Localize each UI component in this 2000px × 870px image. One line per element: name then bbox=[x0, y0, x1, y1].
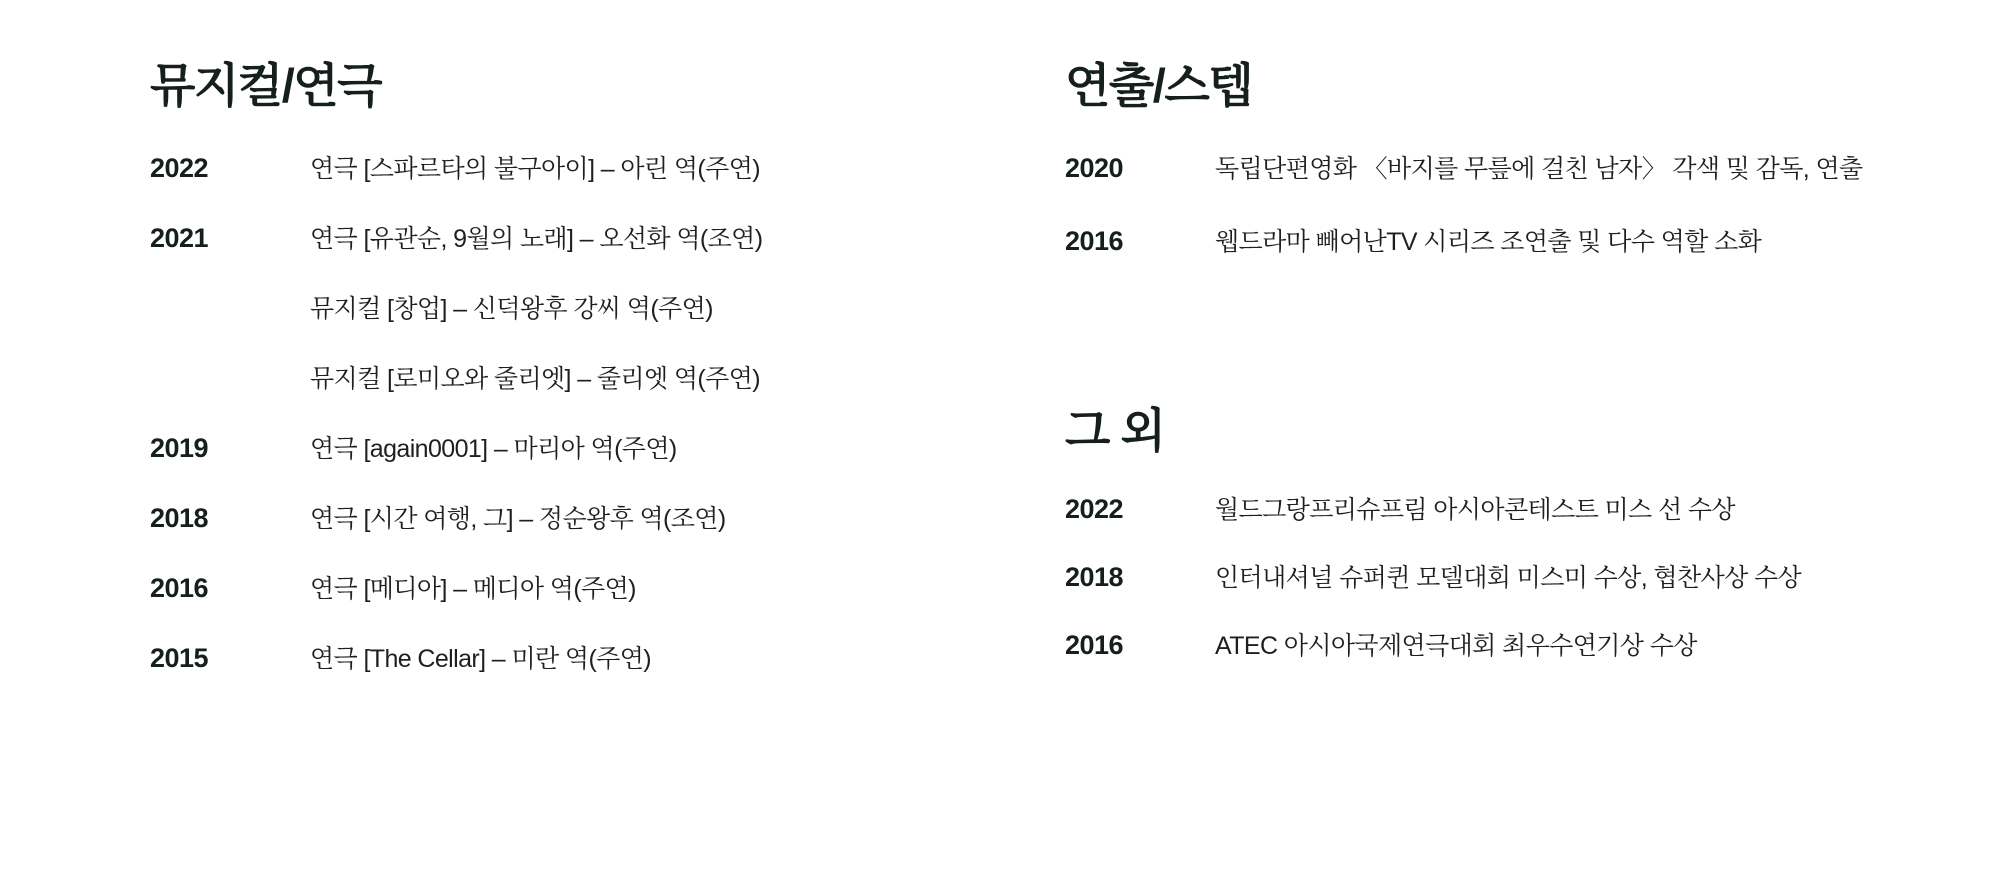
column-right bbox=[1065, 0, 1945, 698]
entry-text: ATEC 아시아국제연극대회 최우수연기상 수상 bbox=[1215, 632, 1697, 660]
entry-text: 연극 [시간 여행, 그] – 정순왕후 역(조연) bbox=[310, 505, 726, 533]
section-title-etc: 그 외 bbox=[1065, 404, 1165, 457]
entry-year: 2021 bbox=[150, 223, 209, 253]
list-item bbox=[150, 503, 980, 543]
section-title-directing-staff: 연출/스텝 bbox=[1065, 59, 1253, 112]
entry-text: 독립단편영화 〈바지를 무릎에 걸친 남자〉 각색 및 감독, 연출 bbox=[1215, 155, 1863, 183]
entry-year: 2018 bbox=[1065, 562, 1124, 592]
list-item bbox=[150, 223, 980, 263]
entry-text: 연극 [메디아] – 메디아 역(주연) bbox=[310, 575, 636, 603]
column-left bbox=[150, 0, 980, 713]
section-spacer bbox=[1065, 299, 1945, 407]
list-item bbox=[1065, 226, 1945, 266]
entry-text: 연극 [The Cellar] – 미란 역(주연) bbox=[310, 645, 651, 673]
list-item bbox=[1065, 153, 1945, 193]
entry-year: 2020 bbox=[1065, 153, 1124, 183]
entry-year: 2022 bbox=[1065, 494, 1124, 524]
entry-year: 2016 bbox=[150, 573, 209, 603]
entry-text: 웹드라마 빼어난TV 시리즈 조연출 및 다수 역할 소화 bbox=[1215, 228, 1762, 256]
list-item bbox=[150, 293, 980, 333]
entry-text: 연극 [again0001] – 마리아 역(주연) bbox=[310, 435, 677, 463]
entry-list-directing-staff bbox=[1065, 153, 1945, 266]
section-title-musical-theater: 뮤지컬/연극 bbox=[150, 59, 382, 112]
list-item bbox=[150, 573, 980, 613]
entry-text: 인터내셔널 슈퍼퀸 모델대회 미스미 수상, 협찬사상 수상 bbox=[1215, 564, 1802, 592]
list-item bbox=[1065, 562, 1945, 602]
entry-year: 2022 bbox=[150, 153, 209, 183]
entry-text: 뮤지컬 [로미오와 줄리엣] – 줄리엣 역(주연) bbox=[310, 365, 760, 393]
entry-year: 2016 bbox=[1065, 630, 1124, 660]
entry-year: 2016 bbox=[1065, 226, 1124, 256]
entry-text: 연극 [스파르타의 불구아이] – 아린 역(주연) bbox=[310, 155, 760, 183]
list-item bbox=[150, 433, 980, 473]
entry-year: 2018 bbox=[150, 503, 209, 533]
list-item bbox=[150, 363, 980, 403]
entry-text: 연극 [유관순, 9월의 노래] – 오선화 역(조연) bbox=[310, 225, 763, 253]
entry-list-etc bbox=[1065, 494, 1945, 670]
list-item bbox=[1065, 494, 1945, 534]
entry-text: 뮤지컬 [창업] – 신덕왕후 강씨 역(주연) bbox=[310, 295, 713, 323]
entry-year: 2015 bbox=[150, 643, 209, 673]
entry-year: 2019 bbox=[150, 433, 209, 463]
list-item bbox=[150, 643, 980, 683]
entry-list-musical-theater bbox=[150, 153, 980, 683]
entry-text: 월드그랑프리슈프림 아시아콘테스트 미스 선 수상 bbox=[1215, 496, 1735, 524]
list-item bbox=[150, 153, 980, 193]
list-item bbox=[1065, 630, 1945, 670]
